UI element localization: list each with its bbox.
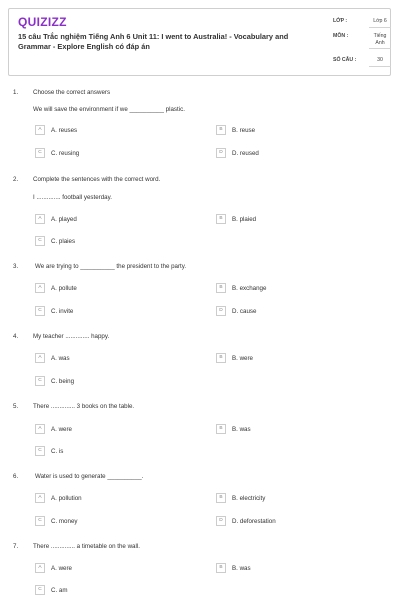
question-sentence: We will save the environment if we __________ plastic. — [33, 106, 185, 113]
subject-label: MÔN : — [333, 33, 349, 39]
question-prompt: Water is used to generate __________. — [35, 473, 144, 480]
option-text: B. were — [232, 355, 253, 362]
option-letter-box: D — [216, 306, 226, 316]
class-value: Lớp 6 — [369, 18, 391, 28]
question-number: 4. — [13, 333, 19, 340]
option-letter-box: B — [216, 493, 226, 503]
option-letter-box: A — [35, 563, 45, 573]
option-text: A. played — [51, 216, 77, 223]
option-letter-box: C — [35, 585, 45, 595]
option-letter-box: A — [35, 424, 45, 434]
option-text: A. were — [51, 426, 72, 433]
option-text: B. reuse — [232, 127, 256, 134]
option-text: A. was — [51, 355, 70, 362]
worksheet-title: 15 câu Trắc nghiệm Tiếng Anh 6 Unit 11: I went to Australia! - Vocabulary and Grammar - Explore English có đáp án — [18, 32, 289, 51]
option-text: A. pollute — [51, 285, 77, 292]
option-letter-box: B — [216, 283, 226, 293]
option-text: D. reused — [232, 150, 259, 157]
quizizz-logo: QUIZIZZ — [18, 15, 67, 29]
question-number: 1. — [13, 89, 19, 96]
question-prompt: My teacher .............. happy. — [33, 333, 110, 340]
question-prompt: Complete the sentences with the correct word. — [33, 176, 161, 183]
option-letter-box: B — [216, 563, 226, 573]
option-letter-box: A — [35, 125, 45, 135]
question-prompt: There .............. a timetable on the wall. — [33, 543, 140, 550]
option-text: B. electricity — [232, 495, 266, 502]
option-letter-box: C — [35, 306, 45, 316]
option-text: B. exchange — [232, 285, 267, 292]
option-letter-box: D — [216, 148, 226, 158]
question-number: 7. — [13, 543, 19, 550]
option-letter-box: C — [35, 236, 45, 246]
option-text: B. was — [232, 565, 251, 572]
option-letter-box: C — [35, 446, 45, 456]
question-prompt: There .............. 3 books on the table. — [33, 403, 135, 410]
option-letter-box: B — [216, 125, 226, 135]
question-number: 2. — [13, 176, 19, 183]
option-letter-box: B — [216, 353, 226, 363]
option-text: C. is — [51, 448, 64, 455]
option-text: C. money — [51, 518, 78, 525]
subject-value: Tiếng Anh — [369, 33, 391, 49]
worksheet-header — [8, 8, 391, 76]
question-prompt: Choose the correct answers — [33, 89, 111, 96]
question-number: 3. — [13, 263, 19, 270]
count-value: 30 — [369, 57, 391, 67]
question-number: 5. — [13, 403, 19, 410]
option-letter-box: C — [35, 516, 45, 526]
option-text: D. cause — [232, 308, 257, 315]
option-text: A. were — [51, 565, 72, 572]
option-letter-box: A — [35, 493, 45, 503]
option-text: C. being — [51, 378, 75, 385]
option-letter-box: C — [35, 148, 45, 158]
question-number: 6. — [13, 473, 19, 480]
option-letter-box: B — [216, 214, 226, 224]
option-text: D. deforestation — [232, 518, 276, 525]
option-text: C. reusing — [51, 150, 80, 157]
option-text: A. pollution — [51, 495, 82, 502]
option-text: B. plaied — [232, 216, 257, 223]
option-letter-box: D — [216, 516, 226, 526]
option-letter-box: B — [216, 424, 226, 434]
option-text: A. reuses — [51, 127, 78, 134]
question-prompt: We are trying to __________ the president to the party. — [35, 263, 187, 270]
question-sentence: I .............. football yesterday. — [33, 194, 112, 201]
option-letter-box: A — [35, 283, 45, 293]
option-text: B. was — [232, 426, 251, 433]
option-text: C. plaies — [51, 238, 76, 245]
option-text: C. invite — [51, 308, 74, 315]
option-text: C. am — [51, 587, 68, 594]
option-letter-box: A — [35, 353, 45, 363]
count-label: SỐ CÂU : — [333, 57, 357, 63]
option-letter-box: C — [35, 376, 45, 386]
class-label: LỚP : — [333, 18, 348, 24]
option-letter-box: A — [35, 214, 45, 224]
